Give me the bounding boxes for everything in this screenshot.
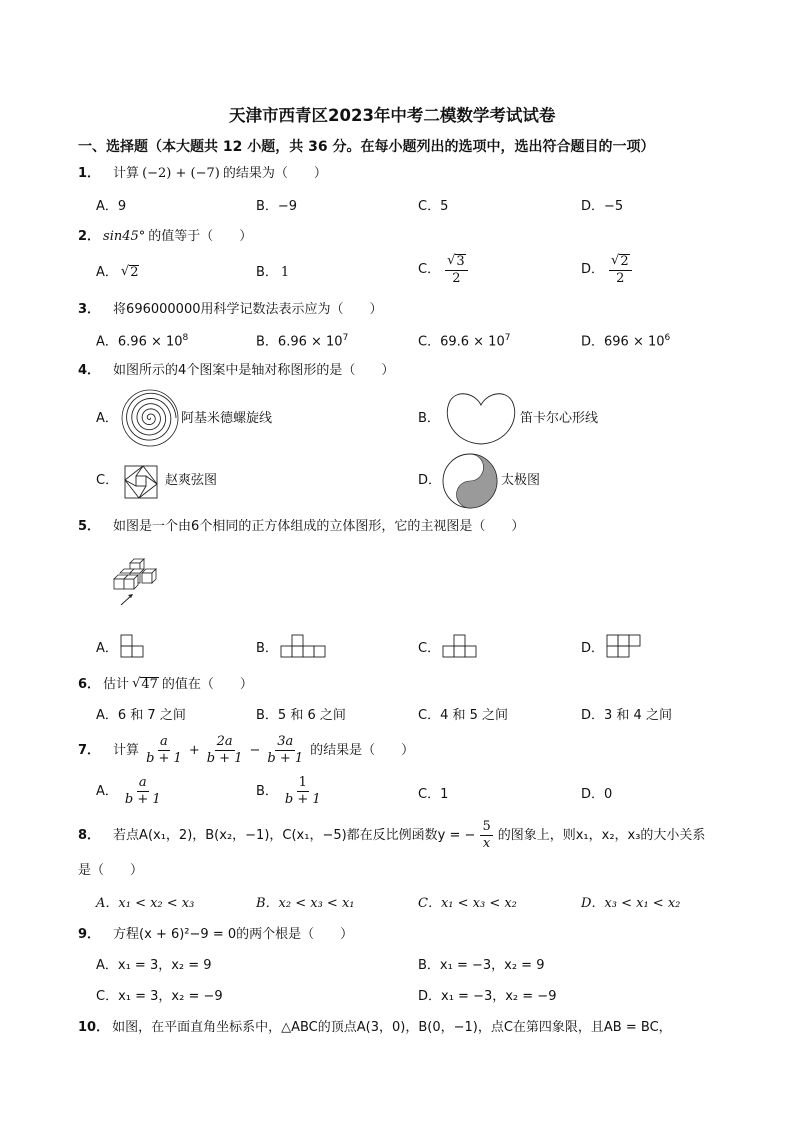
question-number: 8． xyxy=(78,827,101,843)
numerator: 2a xyxy=(216,734,233,749)
front-view-c-figure xyxy=(442,634,478,658)
radicand: 3 xyxy=(456,254,465,269)
denominator: b + 1 xyxy=(206,750,243,766)
option-b[interactable]: B． xyxy=(256,641,278,656)
figure-caption: 赵爽弦图 xyxy=(165,473,218,488)
option-a[interactable]: A．x₁ < x₂ < x₃ xyxy=(96,896,195,911)
cube-stack-figure xyxy=(108,553,164,609)
option-label: A． xyxy=(96,783,118,799)
question-number: 5． xyxy=(78,519,101,534)
option-value: 1 xyxy=(280,265,290,280)
numerator: 1 xyxy=(298,775,307,790)
option-b[interactable]: B．−9 xyxy=(256,199,298,214)
fraction xyxy=(480,820,492,850)
fraction xyxy=(205,735,245,765)
cardioid-figure xyxy=(445,391,517,445)
question-text: 的值在（ ） xyxy=(161,676,253,692)
exponent: 7 xyxy=(504,333,511,343)
question-number: 10． xyxy=(78,1020,110,1035)
figure-caption: 笛卡尔心形线 xyxy=(520,411,599,426)
question-text: 的值等于（ ） xyxy=(148,229,253,244)
question-number: 6． xyxy=(78,676,101,692)
option-b[interactable]: B．x₁ = −3，x₂ = 9 xyxy=(418,958,545,973)
archimedean-spiral-figure xyxy=(121,389,179,447)
section-heading: 一、选择题（本大题共 12 小题，共 36 分。在每小题列出的选项中，选出符合题目的一项） xyxy=(78,139,655,155)
option-d[interactable]: D．3 和 4 之间 xyxy=(581,708,672,723)
front-view-a-figure xyxy=(120,634,146,658)
question-number: 1． xyxy=(78,166,101,181)
question-number: 2． xyxy=(78,229,101,244)
math-expression: (−2) + (−7) xyxy=(142,166,220,181)
question-text: 如图，在平面直角坐标系中，△ABC的顶点A(3，0)，B(0，−1)，点C在第四象限，且AB = BC， xyxy=(112,1020,672,1035)
option-label: B． xyxy=(256,265,278,280)
option-b[interactable]: B．5 和 6 之间 xyxy=(256,708,346,723)
sqrt-expression: √ 2 xyxy=(120,264,139,280)
option-c[interactable]: C． xyxy=(96,473,119,488)
option-value: C．69.6 × 10 xyxy=(418,334,505,350)
option-c[interactable]: C．1 xyxy=(418,787,449,802)
option-value: A．6.96 × 10 xyxy=(96,334,183,350)
sqrt-expression: √ 47 xyxy=(132,676,158,692)
question-text: 如图所示的4个图案中是轴对称图形的是（ ） xyxy=(113,363,395,378)
option-d[interactable] xyxy=(581,254,634,285)
question-number: 7． xyxy=(78,742,101,758)
taiji-figure xyxy=(442,453,498,509)
front-view-b-figure xyxy=(280,634,328,658)
fraction xyxy=(123,776,163,806)
question-6 xyxy=(78,677,253,691)
option-a[interactable]: A． xyxy=(96,411,118,426)
question-text: 是（ ） xyxy=(78,863,144,878)
option-c[interactable]: C．x₁ < x₃ < x₂ xyxy=(418,896,517,911)
operator: − xyxy=(249,742,261,758)
question-number: 4． xyxy=(78,363,101,378)
option-b[interactable] xyxy=(256,334,348,348)
question-number: 3． xyxy=(78,302,101,317)
numerator: 3a xyxy=(277,734,294,749)
numerator: a xyxy=(160,734,168,749)
option-c[interactable]: C．x₁ = 3，x₂ = −9 xyxy=(96,989,223,1004)
option-b[interactable] xyxy=(256,776,325,806)
option-label: A． xyxy=(96,264,118,280)
question-text: 的结果是（ ） xyxy=(310,742,415,758)
math-expression: sin45° xyxy=(103,229,146,244)
option-a[interactable]: A．6 和 7 之间 xyxy=(96,708,186,723)
denominator: 2 xyxy=(452,270,461,286)
fraction: √ 2 2 xyxy=(609,254,632,285)
question-text: 的图象上，则x₁，x₂，x₃的大小关系 xyxy=(497,827,706,843)
front-view-d-figure xyxy=(606,634,642,658)
question-text: 将696000000用科学记数法表示应为（ ） xyxy=(113,302,383,317)
option-c[interactable]: C．4 和 5 之间 xyxy=(418,708,509,723)
denominator: b + 1 xyxy=(284,791,321,807)
option-c[interactable] xyxy=(418,254,470,285)
question-7 xyxy=(78,735,414,765)
option-label: D． xyxy=(581,262,605,278)
option-a[interactable] xyxy=(96,776,165,806)
question-8 xyxy=(78,820,705,850)
question-3 xyxy=(78,303,383,316)
fraction xyxy=(144,735,184,765)
option-b[interactable] xyxy=(256,266,289,279)
option-b[interactable]: B． xyxy=(418,411,440,426)
numerator: 5 xyxy=(482,819,491,834)
question-text: 如图是一个由6个相同的正方体组成的立体图形，它的主视图是（ ） xyxy=(113,519,525,534)
numerator: a xyxy=(138,775,147,790)
radicand: 2 xyxy=(620,254,629,269)
question-text: 的结果为（ ） xyxy=(222,166,327,181)
option-c[interactable] xyxy=(418,334,510,348)
fraction xyxy=(283,776,323,806)
option-c[interactable]: C． xyxy=(418,641,441,656)
question-text: 方程(x + 6)²−9 = 0的两个根是（ ） xyxy=(113,927,354,942)
denominator: b + 1 xyxy=(267,750,304,766)
denominator: x xyxy=(482,835,491,851)
option-d[interactable]: D．−5 xyxy=(581,199,624,214)
option-value: D．696 × 10 xyxy=(581,334,665,350)
radicand: 2 xyxy=(130,265,139,280)
option-b[interactable]: B．x₂ < x₃ < x₁ xyxy=(256,896,355,911)
radicand: 47 xyxy=(141,677,158,692)
page-title: 天津市西青区2023年中考二模数学考试试卷 xyxy=(229,106,556,125)
question-1 xyxy=(78,167,327,180)
fraction xyxy=(265,735,305,765)
question-text: 若点A(x₁，2)，B(x₂，−1)，C(x₁，−5)都在反比例函数y = − xyxy=(113,827,476,843)
option-a[interactable] xyxy=(96,334,188,348)
exponent: 8 xyxy=(182,333,189,343)
question-9 xyxy=(78,928,353,941)
option-d[interactable]: D． xyxy=(581,641,605,656)
option-a[interactable] xyxy=(96,265,139,279)
fraction: √ 3 2 xyxy=(445,254,468,285)
figure-caption: 阿基米德螺旋线 xyxy=(181,411,273,426)
question-text: 估计 xyxy=(103,676,130,692)
option-d[interactable] xyxy=(581,334,670,348)
question-text: 计算 xyxy=(113,742,140,758)
question-5 xyxy=(78,520,524,533)
question-text: 计算 xyxy=(113,166,140,181)
option-a[interactable]: A．9 xyxy=(96,199,127,214)
denominator: b + 1 xyxy=(146,750,182,766)
question-4 xyxy=(78,364,394,377)
denominator: b + 1 xyxy=(124,791,161,807)
question-number: 9． xyxy=(78,927,101,942)
option-label: B． xyxy=(256,783,278,799)
question-10 xyxy=(78,1021,672,1034)
option-value: B．6.96 × 10 xyxy=(256,334,343,350)
option-a[interactable]: A． xyxy=(96,641,118,656)
option-a[interactable]: A．x₁ = 3，x₂ = 9 xyxy=(96,958,212,973)
option-c[interactable]: C．5 xyxy=(418,199,449,214)
option-d[interactable]: D．x₃ < x₁ < x₂ xyxy=(581,896,681,911)
option-d[interactable]: D．0 xyxy=(581,787,613,802)
exponent: 6 xyxy=(664,333,671,343)
zhao-shuang-diagram-figure xyxy=(119,462,163,500)
option-d[interactable]: D．x₁ = −3，x₂ = −9 xyxy=(418,989,557,1004)
option-label: C． xyxy=(418,262,441,278)
option-d[interactable]: D． xyxy=(418,473,442,488)
question-2 xyxy=(78,230,252,243)
figure-caption: 太极图 xyxy=(501,473,541,488)
denominator: 2 xyxy=(616,270,625,286)
exponent: 7 xyxy=(342,333,349,343)
operator: + xyxy=(188,742,200,758)
